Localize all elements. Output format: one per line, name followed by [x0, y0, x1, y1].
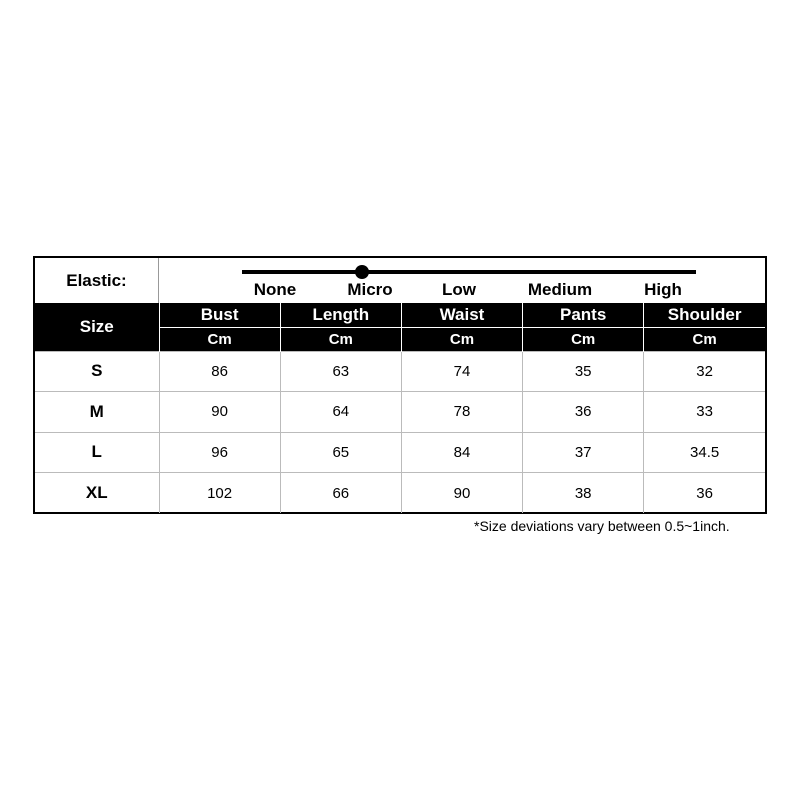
table-row [35, 392, 765, 433]
elastic-indicator-dot [355, 265, 369, 279]
cell-shoulder: 36 [644, 473, 765, 514]
cell-pants: 35 [523, 351, 644, 392]
cell-pants: 37 [523, 432, 644, 473]
cell-bust: 102 [159, 473, 280, 514]
col-header-length: Length [280, 303, 401, 327]
cell-shoulder: 34.5 [644, 432, 765, 473]
table-row [35, 432, 765, 473]
cell-length: 63 [280, 351, 401, 392]
unit-length: Cm [280, 327, 401, 351]
cell-waist: 90 [401, 473, 522, 514]
cell-waist: 84 [401, 432, 522, 473]
cell-pants: 38 [523, 473, 644, 514]
elastic-label: Elastic: [35, 258, 159, 303]
cell-bust: 90 [159, 392, 280, 433]
unit-waist: Cm [401, 327, 522, 351]
unit-pants: Cm [523, 327, 644, 351]
cell-waist: 78 [401, 392, 522, 433]
elastic-level-micro: Micro [347, 280, 393, 299]
size-label: XL [35, 473, 159, 514]
size-chart [33, 256, 767, 514]
col-header-shoulder: Shoulder [644, 303, 765, 327]
unit-shoulder: Cm [644, 327, 765, 351]
elastic-level-high: High [644, 280, 682, 299]
cell-length: 65 [280, 432, 401, 473]
cell-length: 64 [280, 392, 401, 433]
elastic-row [35, 258, 765, 303]
size-header: Size [35, 303, 159, 351]
size-label: S [35, 351, 159, 392]
col-header-pants: Pants [523, 303, 644, 327]
cell-pants: 36 [523, 392, 644, 433]
unit-bust: Cm [159, 327, 280, 351]
size-deviation-note: *Size deviations vary between 0.5~1inch. [474, 518, 730, 534]
elastic-level-none: None [253, 280, 297, 299]
table-row [35, 351, 765, 392]
elastic-level-medium: Medium [527, 280, 593, 299]
size-table-wrapper [35, 303, 765, 513]
elastic-level-low: Low [442, 280, 476, 299]
cell-shoulder: 33 [644, 392, 765, 433]
size-label: M [35, 392, 159, 433]
elastic-scale-line [242, 270, 696, 274]
cell-length: 66 [280, 473, 401, 514]
size-table [35, 303, 765, 513]
cell-shoulder: 32 [644, 351, 765, 392]
col-header-waist: Waist [401, 303, 522, 327]
table-row [35, 473, 765, 514]
cell-bust: 96 [159, 432, 280, 473]
cell-bust: 86 [159, 351, 280, 392]
cell-waist: 74 [401, 351, 522, 392]
size-label: L [35, 432, 159, 473]
col-header-bust: Bust [159, 303, 280, 327]
